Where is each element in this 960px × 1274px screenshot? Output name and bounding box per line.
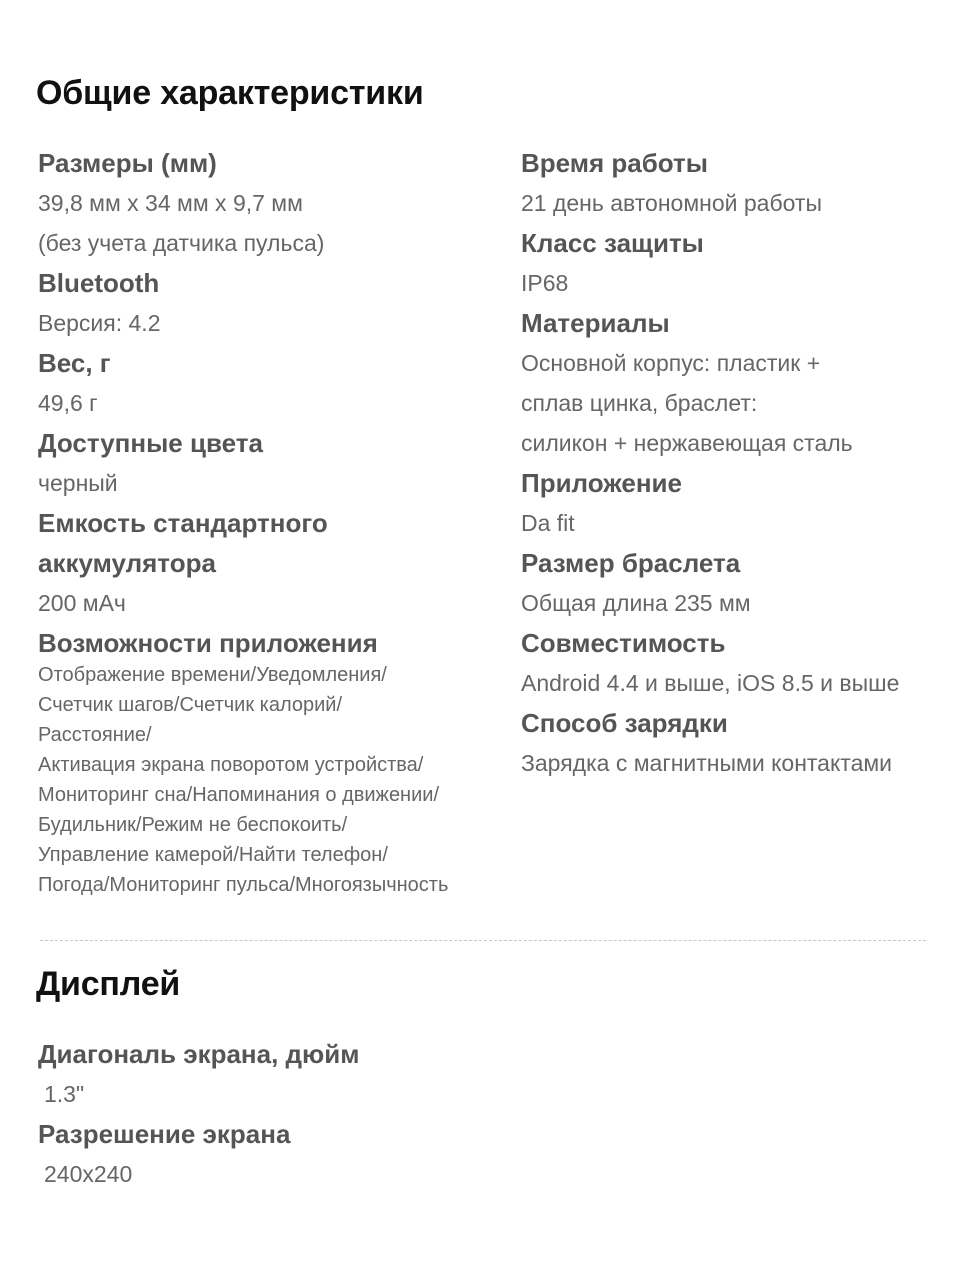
features-line: Отображение времени/Уведомления/: [38, 664, 387, 686]
runtime-value: 21 день автономной работы: [521, 190, 822, 216]
size-value-line2: (без учета датчика пульса): [38, 230, 325, 256]
strap-label: Размер браслета: [521, 548, 741, 578]
size-label: Размеры (мм): [38, 148, 217, 178]
diagonal-value: 1.3": [44, 1081, 85, 1107]
bluetooth-value: Версия: 4.2: [38, 310, 161, 336]
colors-value: черный: [38, 470, 118, 496]
specs-right-column: [521, 143, 899, 783]
features-line: Активация экрана поворотом устройства/: [38, 754, 424, 776]
materials-label: Материалы: [521, 308, 670, 338]
features-line: Погода/Мониторинг пульса/Многоязычность: [38, 874, 449, 896]
features-line: Мониторинг сна/Напоминания о движении/: [38, 784, 440, 806]
features-line: Расстояние/: [38, 724, 152, 746]
diagonal-label: Диагональ экрана, дюйм: [38, 1039, 360, 1069]
charging-value: Зарядка с магнитными контактами: [521, 750, 893, 776]
features-list: [38, 660, 448, 900]
materials-value-line1: Основной корпус: пластик +: [521, 350, 821, 376]
materials-value-line2: сплав цинка, браслет:: [521, 390, 758, 416]
bluetooth-label: Bluetooth: [38, 268, 160, 298]
section-title-general: Общие характеристики: [36, 74, 424, 112]
section-title-display: Дисплей: [36, 965, 181, 1003]
specs-left-column: [38, 143, 448, 900]
section-divider: [40, 940, 926, 941]
battery-label-line1: Емкость стандартного: [38, 508, 328, 538]
features-line: Управление камерой/Найти телефон/: [38, 844, 388, 866]
resolution-value: 240x240: [44, 1161, 133, 1187]
features-line: Счетчик шагов/Счетчик калорий/: [38, 694, 342, 716]
features-label: Возможности приложения: [38, 628, 378, 658]
resolution-label: Разрешение экрана: [38, 1119, 291, 1149]
strap-value: Общая длина 235 мм: [521, 590, 751, 616]
display-specs: [38, 1034, 359, 1194]
protection-value: IP68: [521, 270, 569, 296]
weight-label: Вес, г: [38, 348, 111, 378]
features-line: Будильник/Режим не беспокоить/: [38, 814, 348, 836]
size-value-line1: 39,8 мм х 34 мм х 9,7 мм: [38, 190, 303, 216]
battery-value: 200 мАч: [38, 590, 126, 616]
protection-label: Класс защиты: [521, 228, 704, 258]
compat-value: Android 4.4 и выше, iOS 8.5 и выше: [521, 670, 900, 696]
app-value: Da fit: [521, 510, 575, 536]
compat-label: Совместимость: [521, 628, 726, 658]
runtime-label: Время работы: [521, 148, 708, 178]
battery-label-line2: аккумулятора: [38, 548, 216, 578]
weight-value: 49,6 г: [38, 390, 98, 416]
colors-label: Доступные цвета: [38, 428, 263, 458]
materials-value-line3: силикон + нержавеющая сталь: [521, 430, 853, 456]
app-label: Приложение: [521, 468, 682, 498]
charging-label: Способ зарядки: [521, 708, 728, 738]
